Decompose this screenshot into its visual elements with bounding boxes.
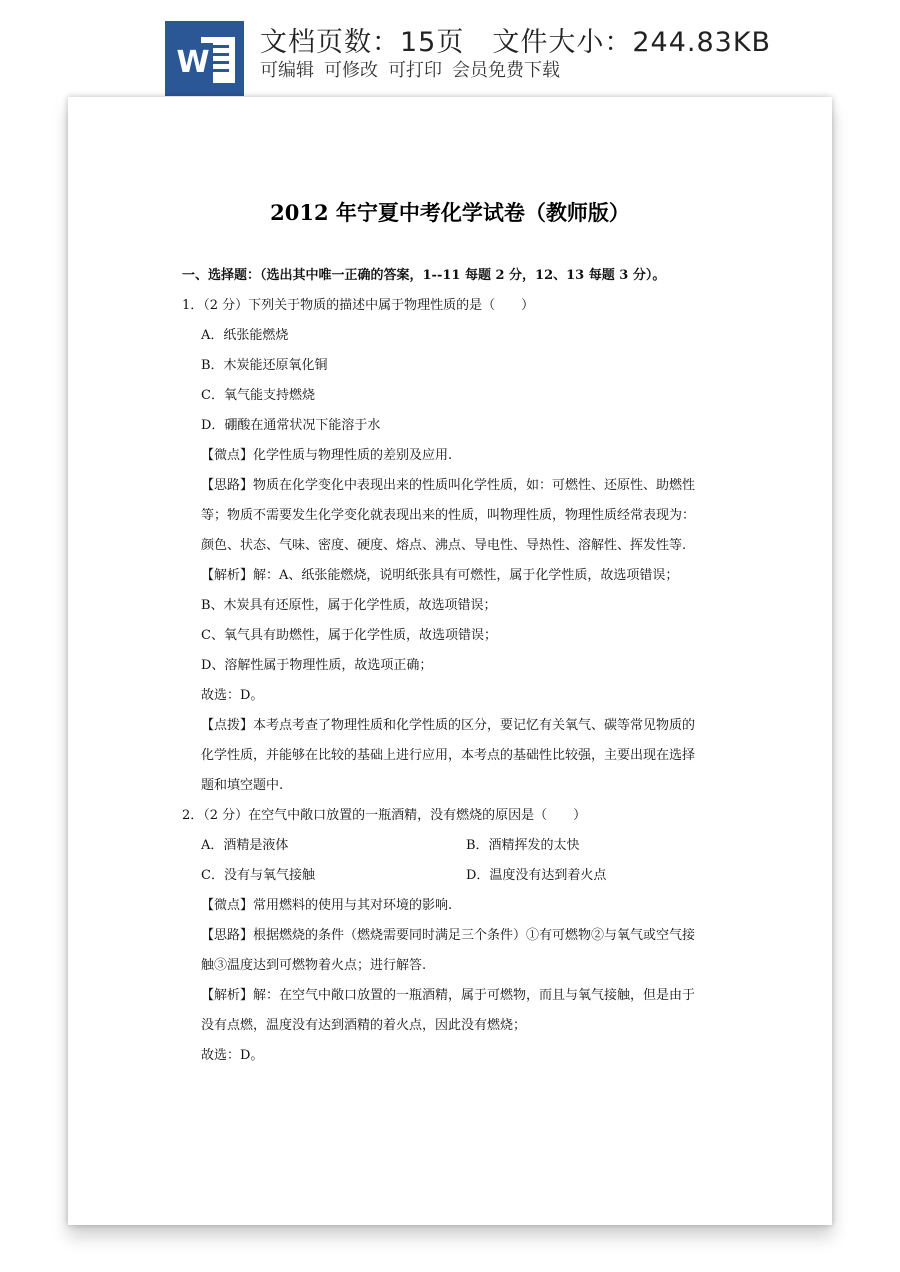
document-title: 2012 年宁夏中考化学试卷（教师版） <box>270 200 630 225</box>
feature-free-download: 会员免费下载 <box>452 60 560 81</box>
word-icon-letter: W <box>173 43 213 83</box>
feature-modifiable: 可修改 <box>324 60 378 81</box>
question-1-analysis-line: 【解析】解：A、纸张能燃烧，说明纸张具有可燃性，属于化学性质，故选项错误； <box>201 568 679 583</box>
section-heading: 一、选择题：（选出其中唯一正确的答案，1--11 每题 2 分，12、13 每题 3 分）。 <box>182 268 666 283</box>
question-1-option-a: A．纸张能燃烧 <box>201 328 289 343</box>
question-2-option-d: D．温度没有达到着火点 <box>466 868 607 883</box>
question-2-analysis-line: 【解析】解：在空气中敞口放置的一瓶酒精，属于可燃物，而且与氧气接触，但是由于 <box>201 988 696 1003</box>
feature-printable: 可打印 <box>388 60 442 81</box>
file-size: 文件大小：244.83KB <box>492 27 772 58</box>
question-1-option-c: C．氧气能支持燃烧 <box>201 388 315 403</box>
question-1-option-b: B．木炭能还原氧化铜 <box>201 358 328 373</box>
page-count: 文档页数：15页 <box>260 27 465 58</box>
question-2-option-a: A．酒精是液体 <box>201 838 289 853</box>
question-2-answer: 故选：D。 <box>201 1048 264 1063</box>
feature-list <box>260 56 570 82</box>
file-info <box>260 20 771 59</box>
question-1-approach-line: 颜色、状态、气味、密度、硬度、熔点、沸点、导电性、导热性、溶解性、挥发性等. <box>201 538 687 553</box>
question-1-analysis-line: B、木炭具有还原性，属于化学性质，故选项错误； <box>201 598 497 613</box>
question-1-analysis-line: D、溶解性属于物理性质，故选项正确； <box>201 658 433 673</box>
question-2-approach-line: 触③温度达到可燃物着火点；进行解答. <box>201 958 427 973</box>
question-2-option-b: B．酒精挥发的太快 <box>466 838 580 853</box>
question-1-comment-line: 题和填空题中. <box>201 778 284 793</box>
question-1-comment-line: 化学性质，并能够在比较的基础上进行应用，本考点的基础性比较强，主要出现在选择 <box>201 748 696 763</box>
question-2-key-point: 【微点】常用燃料的使用与其对环境的影响. <box>201 898 453 913</box>
question-1-analysis-line: C、氧气具有助燃性，属于化学性质，故选项错误； <box>201 628 497 643</box>
question-1-stem: 1．（2 分）下列关于物质的描述中属于物理性质的是（ ） <box>182 298 535 313</box>
question-2-approach-line: 【思路】根据燃烧的条件（燃烧需要同时满足三个条件）①有可燃物②与氧气或空气接 <box>201 928 696 943</box>
document-body <box>68 97 832 1225</box>
question-2-stem: 2．（2 分）在空气中敞口放置的一瓶酒精，没有燃烧的原因是（ ） <box>182 808 587 823</box>
question-1-comment-line: 【点拨】本考点考查了物理性质和化学性质的区分，要记忆有关氧气、碳等常见物质的 <box>201 718 696 733</box>
question-1-approach-line: 【思路】物质在化学变化中表现出来的性质叫化学性质，如：可燃性、还原性、助燃性 <box>201 478 696 493</box>
feature-editable: 可编辑 <box>260 60 314 81</box>
question-1-option-d: D．硼酸在通常状况下能溶于水 <box>201 418 381 433</box>
question-1-approach-line: 等；物质不需要发生化学变化就表现出来的性质，叫物理性质，物理性质经常表现为： <box>201 508 696 523</box>
question-2-option-c: C．没有与氧气接触 <box>201 868 315 883</box>
question-1-key-point: 【微点】化学性质与物理性质的差别及应用. <box>201 448 453 463</box>
download-banner <box>0 0 900 96</box>
document-page <box>68 97 832 1225</box>
question-1-answer: 故选：D。 <box>201 688 264 703</box>
word-document-icon <box>165 21 244 96</box>
question-2-analysis-line: 没有点燃，温度没有达到酒精的着火点，因此没有燃烧； <box>201 1018 527 1033</box>
